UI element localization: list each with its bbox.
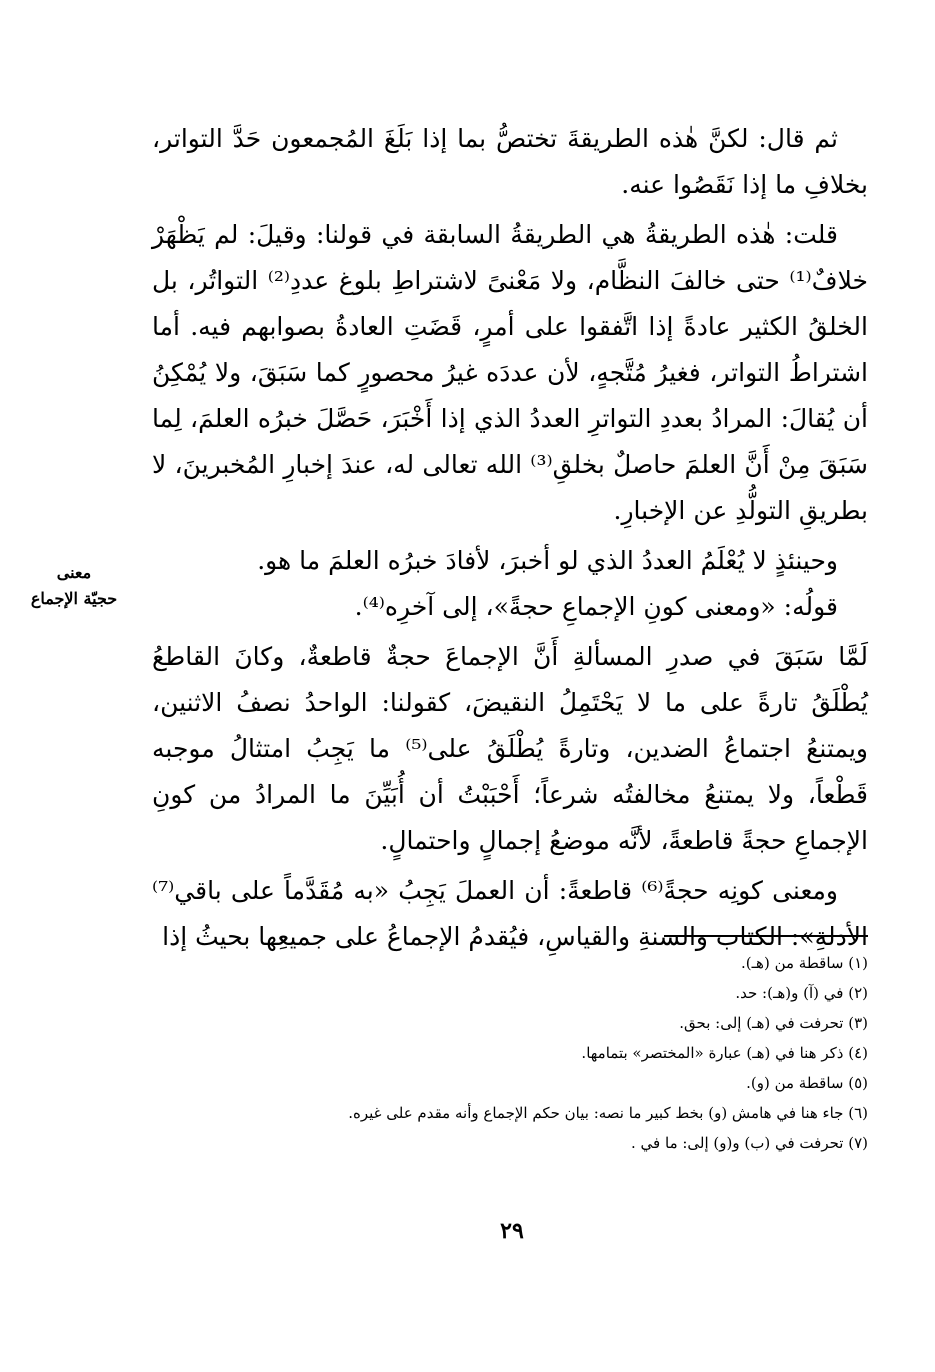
paragraph-5: لَمَّا سَبَقَ في صدرِ المسألةِ أَنَّ الإجماعَ حجةٌ قاطعةٌ، وكانَ القاطعُ يُطْلَقُ تارةً على ما لا يَحْتَمِلُ النقيضَ، كقولنا: الواحدُ نصفُ الاثنين، ويمتنعُ اجتماعُ الضدين، وتارةً يُطْلَقُ على⁽⁵⁾ ما يَجِبُ امتثالُ موجبه قَطْعاً، ولا يمتنعُ مخالفتُه شرعاً؛ أَحْبَبْتُ أن أُبَيِّنَ ما المرادُ من كونِ الإجماعِ حجةً قاطعةً، لأنَّه موضعُ إجمالٍ واحتمالٍ. <box>152 642 869 855</box>
paragraph-4: قولُه: «ومعنى كونِ الإجماعِ حجةً»، إلى آخرِه⁽⁴⁾. <box>354 592 838 621</box>
footnote-6: (٦) جاء هنا في هامش (و) بخط كبير ما نصه: بيان حكم الإجماع وأنه مقدم على غيره. <box>348 1104 868 1122</box>
footnote-7: (٧) تحرفت في (ب) و(و) إلى: ما في . <box>631 1134 868 1152</box>
page-number: ٢٩ <box>500 1218 524 1244</box>
paragraph-1: ثم قال: لكنَّ هٰذه الطريقةَ تختصُّ بما إذا بَلَغَ المُجمعون حَدَّ التواتر، بخلافِ ما إذا نَقَصُوا عنه. <box>152 124 868 199</box>
footnote-5: (٥) ساقطة من (و). <box>746 1074 868 1092</box>
footnote-3: (٣) تحرفت في (هـ) إلى: بحق. <box>679 1014 868 1032</box>
footnote-separator <box>664 935 868 937</box>
margin-heading-line-1: معنى <box>56 563 92 582</box>
margin-heading <box>18 560 130 612</box>
paragraph-2: قلت: هٰذه الطريقةُ هي الطريقةُ السابقة في قولنا: وقيلَ: لم يَظْهَرْ خلافٌ⁽¹⁾ حتى خالفَ النظَّام، ولا مَعْنىً لاشتراطِ بلوغ عددِ⁽²⁾ التواتُر، بل الخلقُ الكثير عادةً إذا اتَّفقوا على أمرٍ، قَضَتِ العادةُ بصوابهم فيه. أما اشتراطُ التواتر، فغيرُ مُتَّجهٍ، لأن عددَه غيرُ محصورٍ كما سَبَقَ، ولا يُمْكِنُ أن يُقالَ: المرادُ بعددِ التواترِ العددُ الذي إذا أَخْبَرَ، حَصَّلَ خبرُه العلمَ، لِما سَبَقَ مِنْ أَنَّ العلمَ حاصلٌ بخلقِ⁽³⁾ الله تعالى له، عندَ إخبارِ المُخبرينَ، لا بطريقِ التولُّدِ عن الإخبارِ. <box>152 220 869 525</box>
margin-heading-line-2: حجيّة الإجماع <box>30 589 118 608</box>
paragraph-3: وحينئذٍ لا يُعْلَمُ العددُ الذي لو أخبرَ، لأفادَ خبرُه العلمَ ما هو. <box>257 546 838 575</box>
paragraph-6: ومعنى كونِه حجةً⁽⁶⁾ قاطعةً: أن العملَ يَجِبُ «به مُقَدَّماً على باقي⁽⁷⁾ الأدلةِ»: الكتاب والسنةِ والقياسِ، فيُقدمُ الإجماعُ على جميعِها بحيثُ إذا <box>152 876 868 951</box>
footnote-4: (٤) ذكر هنا في (هـ) عبارة «المختصر» بتمامها. <box>581 1044 868 1062</box>
footnote-1: (١) ساقطة من (هـ). <box>741 954 868 972</box>
main-text <box>152 116 868 960</box>
footnotes <box>150 948 868 1158</box>
footnote-2: (٢) في (آ) و(هـ): حد. <box>735 984 868 1002</box>
